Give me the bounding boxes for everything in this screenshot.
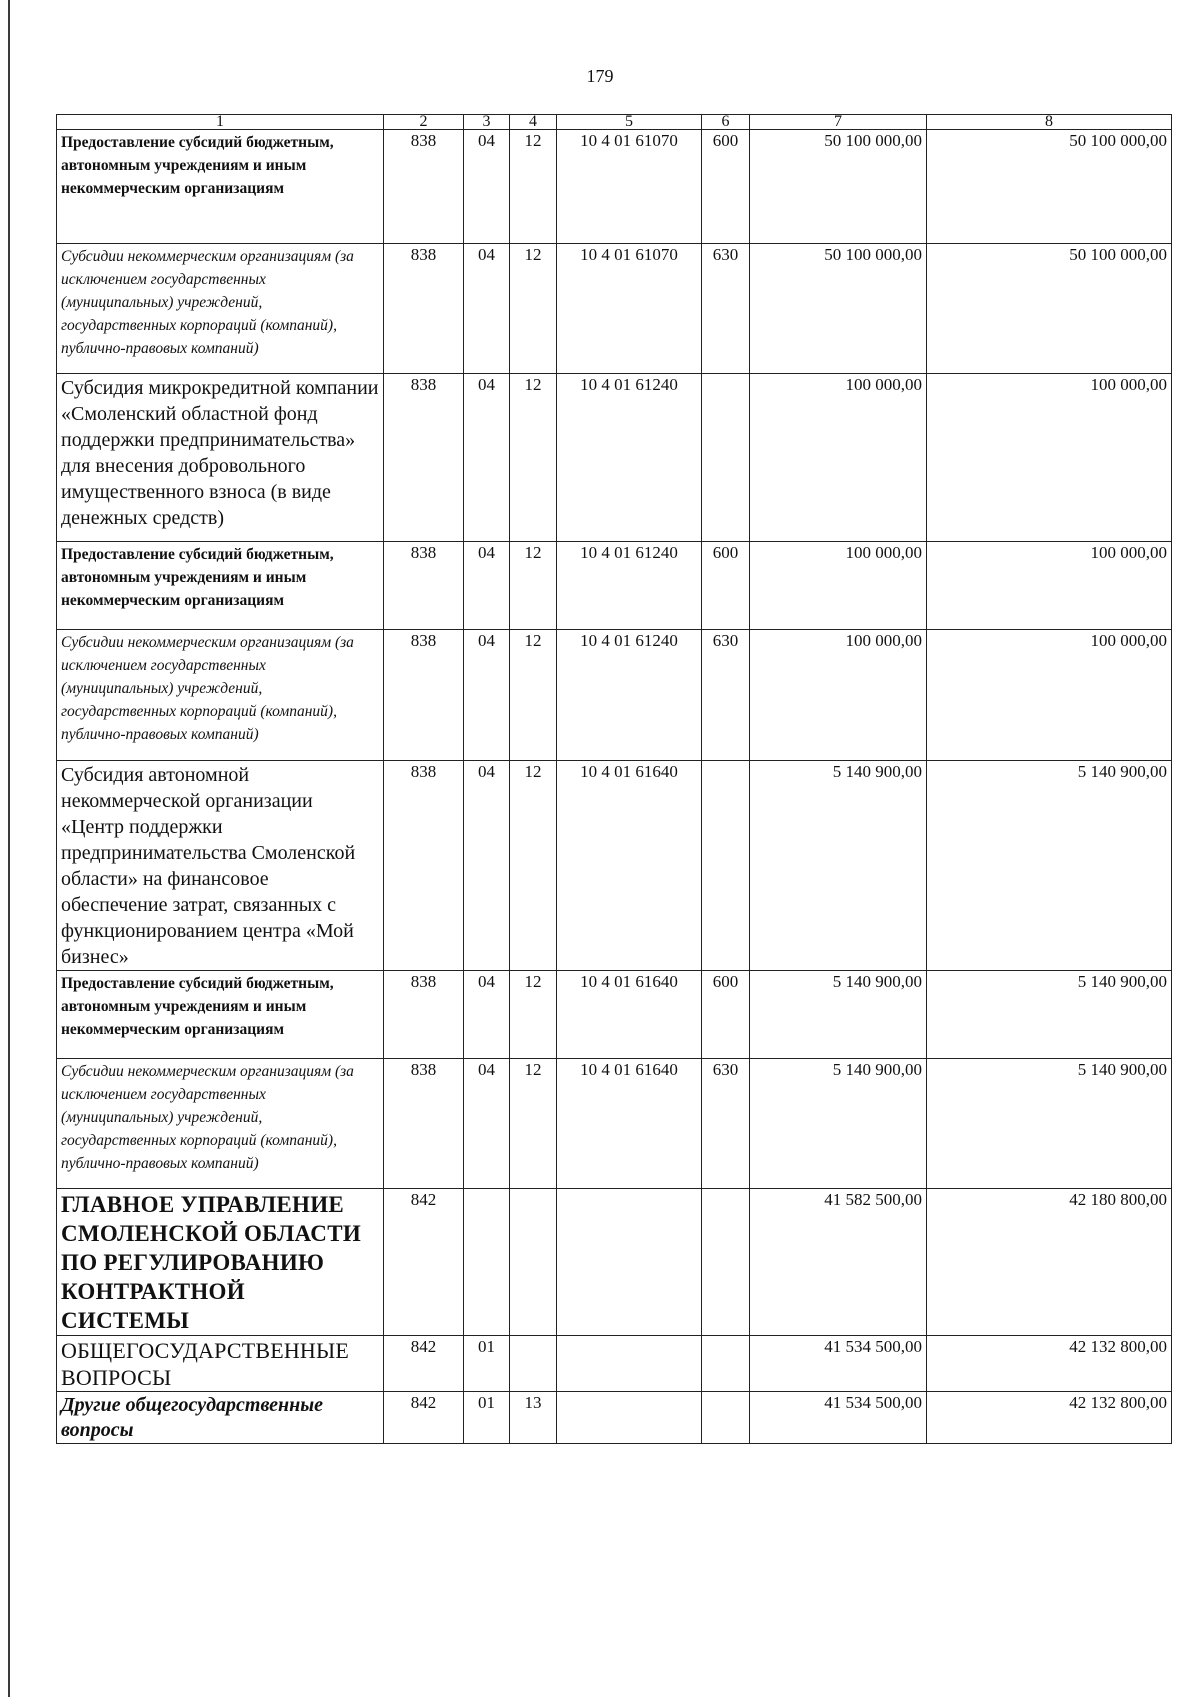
row-description: Предоставление субсидий бюджетным, автономным учреждениям и иным некоммерческим организациям: [57, 542, 384, 630]
cell-target-article: 10 4 01 61070: [557, 130, 702, 244]
cell-amount-year-2: 5 140 900,00: [927, 971, 1172, 1059]
cell-expense-type: 600: [702, 130, 750, 244]
table-row: [57, 630, 1172, 761]
cell-subsection: 12: [510, 542, 557, 630]
row-description: Субсидии некоммерческим организациям (за исключением государственных (муниципальных) учреждений, государственных корпораций (компаний), публично-правовых компаний): [57, 244, 384, 374]
row-description: ОБЩЕГОСУДАРСТВЕННЫЕ ВОПРОСЫ: [57, 1336, 384, 1392]
table-row: [57, 1392, 1172, 1444]
cell-expense-type: 630: [702, 1059, 750, 1189]
cell-target-article: [557, 1336, 702, 1392]
cell-expense-type: 600: [702, 971, 750, 1059]
cell-subsection: 12: [510, 971, 557, 1059]
table-row: [57, 244, 1172, 374]
cell-section: 04: [464, 542, 510, 630]
column-header: 4: [510, 115, 557, 130]
cell-amount-year-1: 41 534 500,00: [750, 1336, 927, 1392]
cell-amount-year-1: 5 140 900,00: [750, 761, 927, 971]
cell-amount-year-2: 5 140 900,00: [927, 761, 1172, 971]
cell-target-article: 10 4 01 61240: [557, 630, 702, 761]
cell-target-article: 10 4 01 61070: [557, 244, 702, 374]
cell-amount-year-2: 50 100 000,00: [927, 244, 1172, 374]
scan-edge-line: [8, 0, 10, 1697]
table-row: [57, 374, 1172, 542]
cell-target-article: 10 4 01 61640: [557, 1059, 702, 1189]
cell-expense-type: [702, 761, 750, 971]
cell-section: 04: [464, 761, 510, 971]
cell-section: 04: [464, 374, 510, 542]
column-header: 2: [384, 115, 464, 130]
cell-target-article: 10 4 01 61240: [557, 374, 702, 542]
cell-amount-year-1: 41 582 500,00: [750, 1189, 927, 1336]
cell-target-article: [557, 1189, 702, 1336]
cell-amount-year-1: 100 000,00: [750, 630, 927, 761]
cell-target-article: [557, 1392, 702, 1444]
row-description: Предоставление субсидий бюджетным, автономным учреждениям и иным некоммерческим организациям: [57, 971, 384, 1059]
cell-subsection: 12: [510, 244, 557, 374]
column-header: 8: [927, 115, 1172, 130]
cell-amount-year-1: 5 140 900,00: [750, 1059, 927, 1189]
cell-subsection: 12: [510, 1059, 557, 1189]
cell-section: 04: [464, 1059, 510, 1189]
cell-amount-year-2: 5 140 900,00: [927, 1059, 1172, 1189]
table-row: [57, 130, 1172, 244]
cell-ministry-code: 838: [384, 374, 464, 542]
cell-expense-type: [702, 1336, 750, 1392]
cell-subsection: [510, 1189, 557, 1336]
table-body: [57, 115, 1172, 1444]
cell-amount-year-2: 100 000,00: [927, 374, 1172, 542]
cell-target-article: 10 4 01 61640: [557, 761, 702, 971]
cell-amount-year-1: 5 140 900,00: [750, 971, 927, 1059]
cell-amount-year-2: 50 100 000,00: [927, 130, 1172, 244]
cell-expense-type: 600: [702, 542, 750, 630]
cell-amount-year-1: 50 100 000,00: [750, 244, 927, 374]
cell-section: 04: [464, 244, 510, 374]
column-header: 3: [464, 115, 510, 130]
cell-ministry-code: 842: [384, 1189, 464, 1336]
row-description: Субсидия микрокредитной компании «Смоленский областной фонд поддержки предпринимательства» для внесения добровольного имущественного взноса (в виде денежных средств): [57, 374, 384, 542]
cell-target-article: 10 4 01 61640: [557, 971, 702, 1059]
row-description: Другие общегосударственные вопросы: [57, 1392, 384, 1444]
cell-amount-year-2: 100 000,00: [927, 542, 1172, 630]
cell-ministry-code: 838: [384, 1059, 464, 1189]
cell-ministry-code: 838: [384, 130, 464, 244]
row-description: Предоставление субсидий бюджетным, автономным учреждениям и иным некоммерческим организациям: [57, 130, 384, 244]
cell-ministry-code: 838: [384, 244, 464, 374]
cell-expense-type: 630: [702, 244, 750, 374]
cell-amount-year-2: 42 132 800,00: [927, 1336, 1172, 1392]
row-description: Субсидии некоммерческим организациям (за исключением государственных (муниципальных) учреждений, государственных корпораций (компаний), публично-правовых компаний): [57, 630, 384, 761]
cell-section: 04: [464, 130, 510, 244]
cell-amount-year-1: 50 100 000,00: [750, 130, 927, 244]
table-row: [57, 761, 1172, 971]
column-number-row: [57, 115, 1172, 130]
column-header: 5: [557, 115, 702, 130]
cell-subsection: 12: [510, 630, 557, 761]
cell-amount-year-1: 100 000,00: [750, 542, 927, 630]
cell-expense-type: 630: [702, 630, 750, 761]
cell-expense-type: [702, 374, 750, 542]
cell-section: 04: [464, 971, 510, 1059]
cell-expense-type: [702, 1392, 750, 1444]
table-row: [57, 542, 1172, 630]
cell-section: [464, 1189, 510, 1336]
page-number: 179: [586, 66, 614, 86]
table-row: [57, 1059, 1172, 1189]
row-description: Субсидии некоммерческим организациям (за исключением государственных (муниципальных) учреждений, государственных корпораций (компаний), публично-правовых компаний): [57, 1059, 384, 1189]
cell-section: 01: [464, 1336, 510, 1392]
cell-subsection: 13: [510, 1392, 557, 1444]
column-header: 6: [702, 115, 750, 130]
cell-amount-year-2: 42 132 800,00: [927, 1392, 1172, 1444]
cell-section: 04: [464, 630, 510, 761]
budget-table: [56, 114, 1172, 1444]
cell-amount-year-1: 100 000,00: [750, 374, 927, 542]
cell-subsection: 12: [510, 374, 557, 542]
cell-expense-type: [702, 1189, 750, 1336]
cell-section: 01: [464, 1392, 510, 1444]
cell-ministry-code: 842: [384, 1336, 464, 1392]
cell-ministry-code: 838: [384, 971, 464, 1059]
row-description: Субсидия автономной некоммерческой организации «Центр поддержки предпринимательства Смоленской области» на финансовое обеспечение затрат, связанных с функционированием центра «Мой бизнес»: [57, 761, 384, 971]
cell-ministry-code: 842: [384, 1392, 464, 1444]
column-header: 7: [750, 115, 927, 130]
table-row: [57, 1336, 1172, 1392]
cell-subsection: 12: [510, 130, 557, 244]
cell-subsection: [510, 1336, 557, 1392]
cell-amount-year-2: 100 000,00: [927, 630, 1172, 761]
table-row: [57, 971, 1172, 1059]
cell-subsection: 12: [510, 761, 557, 971]
cell-target-article: 10 4 01 61240: [557, 542, 702, 630]
cell-amount-year-1: 41 534 500,00: [750, 1392, 927, 1444]
column-header: 1: [57, 115, 384, 130]
cell-ministry-code: 838: [384, 542, 464, 630]
cell-amount-year-2: 42 180 800,00: [927, 1189, 1172, 1336]
table-row: [57, 1189, 1172, 1336]
cell-ministry-code: 838: [384, 630, 464, 761]
row-description: ГЛАВНОЕ УПРАВЛЕНИЕ СМОЛЕНСКОЙ ОБЛАСТИ ПО РЕГУЛИРОВАНИЮ КОНТРАКТНОЙ СИСТЕМЫ: [57, 1189, 384, 1336]
cell-ministry-code: 838: [384, 761, 464, 971]
